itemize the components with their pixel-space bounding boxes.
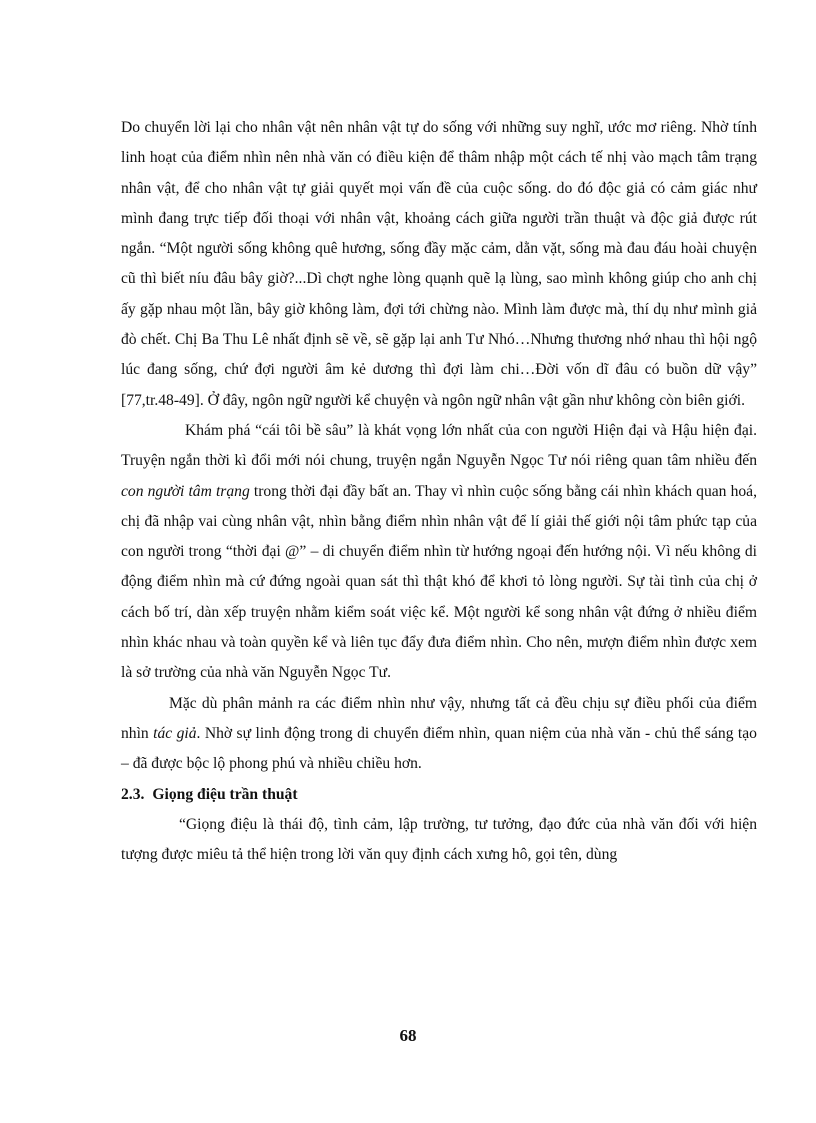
section-title: Giọng điệu trần thuật bbox=[152, 785, 298, 803]
body-text bbox=[121, 113, 757, 870]
paragraph-3 bbox=[121, 689, 757, 780]
paragraph-2-text-after: trong thời đại đầy bất an. Thay vì nhìn cuộc sống bằng cái nhìn khách quan hoá, chị đã nhập vai cùng nhân vật, nhìn bằng điểm nhìn nhân vật để lí giải thế giới nội tâm phức tạp của con người trong “thời đại @” – di chuyển điểm nhìn từ hướng ngoại đến hướng nội. Vì nếu không di động điểm nhìn mà cứ đứng ngoài quan sát thì thật khó để khơi tỏ lòng người. Sự tài tình của chị ở cách bố trí, dàn xếp truyện nhằm kiểm soát việc kể. Một người kể song nhân vật đứng ở nhiều điểm nhìn khác nhau và toàn quyền kể và liên tục đẩy đưa điểm nhìn. Cho nên, mượn điểm nhìn được xem là sở trường của nhà văn Nguyễn Ngọc Tư. bbox=[121, 482, 757, 682]
paragraph-2-text-before: Khám phá “cái tôi bề sâu” là khát vọng lớn nhất của con người Hiện đại và Hậu hiện đại. Truyện ngắn thời kì đổi mới nói chung, truyện ngắn Nguyễn Ngọc Tư nói riêng quan tâm nhiều đến bbox=[121, 421, 757, 470]
section-heading bbox=[121, 780, 757, 810]
section-number: 2.3. bbox=[121, 785, 145, 803]
paragraph-4: “Giọng điệu là thái độ, tình cảm, lập trường, tư tưởng, đạo đức của nhà văn đối với hiện tượng được miêu tả thể hiện trong lời văn quy định cách xưng hô, gọi tên, dùng bbox=[121, 815, 757, 864]
page-number: 68 bbox=[399, 1026, 417, 1045]
paragraph-1: Do chuyển lời lại cho nhân vật nên nhân vật tự do sống với những suy nghĩ, ước mơ riêng. Nhờ tính linh hoạt của điểm nhìn nên nhà văn có điều kiện để thâm nhập một cách tế nhị vào mạch tâm trạng nhân vật, để cho nhân vật tự giải quyết mọi vấn đề của cuộc sống. do đó độc giả có cảm giác như mình đang trực tiếp đối thoại với nhân vật, khoảng cách giữa người trần thuật và độc giả được rút ngắn. “Một người sống không quê hương, sống đầy mặc cảm, dằn vặt, sống mà đau đáu hoài chuyện cũ thì biết níu đâu bây giờ?...Dì chợt nghe lòng quạnh quẽ lạ lùng, sao mình không giúp cho anh chị ấy gặp nhau một lần, bây giờ không làm, đợi tới chừng nào. Mình làm được mà, thí dụ như mình giả đò chết. Chị Ba Thu Lê nhất định sẽ về, sẽ gặp lại anh Tư Nhó…Nhưng thương nhớ nhau thì hội ngộ lúc đang sống, chứ đợi người âm kẻ dương thì đợi làm chi…Đời vốn dĩ đâu có buồn dữ vậy” [77,tr.48-49]. Ở đây, ngôn ngữ người kể chuyện và ngôn ngữ nhân vật gần như không còn biên giới. bbox=[121, 119, 757, 409]
paragraph-2 bbox=[121, 416, 757, 689]
paragraph-2-italic-term: con người tâm trạng bbox=[121, 482, 250, 500]
paragraph-3-text-after: . Nhờ sự linh động trong di chuyển điểm nhìn, quan niệm của nhà văn - chủ thể sáng tạo – đã được bộc lộ phong phú và nhiều chiều hơn. bbox=[121, 724, 757, 773]
paragraph-3-text-before: Mặc dù phân mảnh ra các điểm nhìn như vậy, nhưng tất cả đều chịu sự điều phối của điểm nhìn bbox=[121, 694, 757, 742]
paragraph-3-italic-term: tác giả bbox=[153, 724, 197, 742]
